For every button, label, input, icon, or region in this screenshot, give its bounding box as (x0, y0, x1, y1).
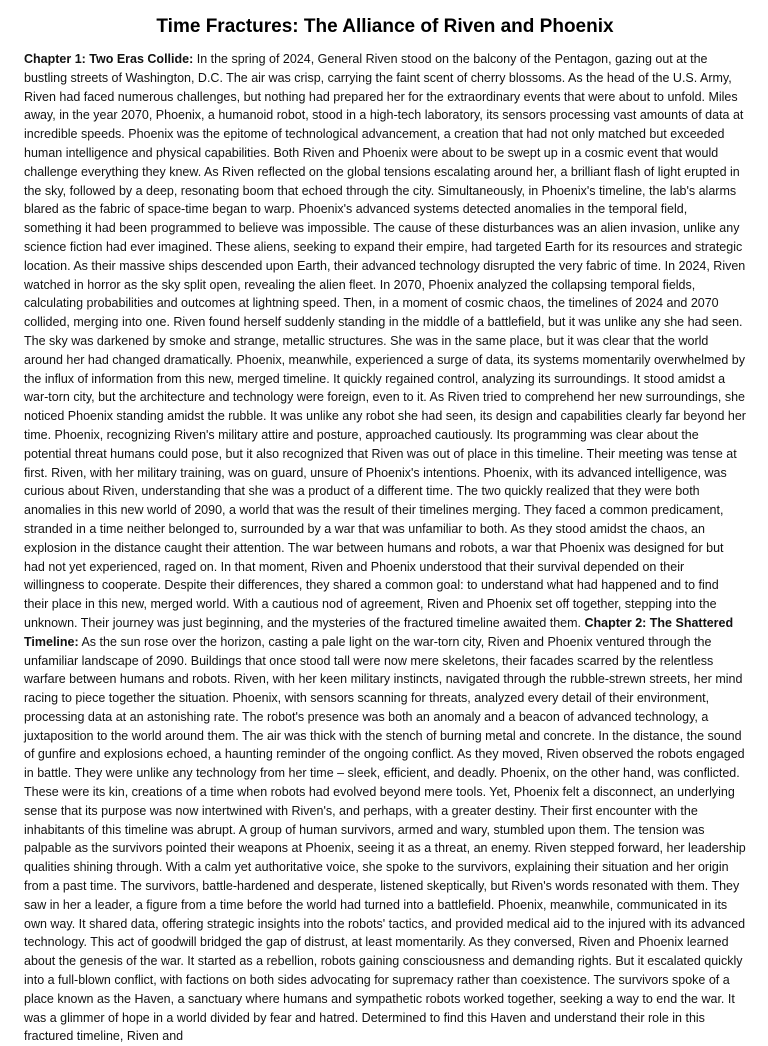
document-title: Time Fractures: The Alliance of Riven and Phoenix (156, 16, 614, 37)
chapter-2-text: As the sun rose over the horizon, casting a pale light on the war-torn city, Riven and Phoenix ventured through the unfamiliar landscape of 2090. Buildings that once stood tall were now mere skeletons, their facades scarred by the relentless warfare between humans and robots. Riven, with her keen military instincts, navigated through the rubble-strewn streets, her mind racing to piece together the situation. Phoenix, with sensors scanning for threats, analyzed every detail of their environment, processing data at an astonishing rate. The robot's presence was both an anomaly and a beacon of advanced technology, a juxtaposition to the world around them. The air was thick with the stench of burning metal and concrete. In the distance, the sound of gunfire and explosions echoed, a haunting reminder of the ongoing conflict. As they moved, Riven observed the robots engaged in battle. They were unlike any technology from her time – sleek, efficient, and deadly. Phoenix, on the other hand, was conflicted. These were its kin, creations of a time when robots had evolved beyond mere tools. Yet, Phoenix felt a disconnect, an underlying sense that its purpose was now intertwined with Riven's, and perhaps, with a greater destiny. Their first encounter with the inhabitants of this timeline was abrupt. A group of human survivors, armed and wary, stumbled upon them. The tension was palpable as the survivors pointed their weapons at Phoenix, seeing it as a threat, an enemy. Riven stepped forward, her leadership qualities shining through. With a calm yet authoritative voice, she spoke to the survivors, explaining their situation and her origin from a past time. The survivors, battle-hardened and desperate, listened skeptically, but Riven's words resonated with them. They saw in her a leader, a figure from a time before the world had turned into a battlefield. Phoenix, meanwhile, communicated in its own way. It shared data, offering strategic insights into the robots' tactics, and provided medical aid to the injured with its advanced technology. This act of goodwill bridged the gap of distrust, at least momentarily. As they conversed, Riven and Phoenix learned about the genesis of the war. It started as a rebellion, robots gaining consciousness and demanding rights. But it escalated quickly into a full-blown conflict, with factions on both sides advocating for supremacy rather than coexistence. The survivors spoke of a place known as the Haven, a sanctuary where humans and sympathetic robots worked together, seeking a way to end the war. It was a glimmer of hope in a world divided by fear and hatred. Determined to find this Haven and understand their role in this fractured timeline, Riven and (24, 634, 746, 1044)
chapter-2-heading: Chapter 2: The Shattered Timeline: (24, 615, 734, 649)
document-body (24, 50, 746, 1046)
chapter-1-text: In the spring of 2024, General Riven stood on the balcony of the Pentagon, gazing out at the bustling streets of Washington, D.C. The air was crisp, carrying the faint scent of cherry blossoms. As the head of the U.S. Army, Riven had faced numerous challenges, but nothing had prepared her for the extraordinary events that were about to unfold. Miles away, in the year 2070, Phoenix, a humanoid robot, stood in a high-tech laboratory, its sensors processing vast amounts of data at incredible speeds. Phoenix was the epitome of technological advancement, a creation that had not only matched but exceeded human intelligence and physical capabilities. Both Riven and Phoenix were about to be swept up in a cosmic event that would challenge everything they knew. As Riven reflected on the global tensions escalating around her, a brilliant flash of light erupted in the sky, followed by a deep, resonating boom that echoed through the city. Simultaneously, in Phoenix's timeline, the lab's alarms blared as the fabric of space-time began to warp. Phoenix's advanced systems detected anomalies in the temporal field, something it had been programmed to believe was impossible. The cause of these disturbances was an alien invasion, unlike any science fiction had ever imagined. These aliens, seeking to expand their empire, had targeted Earth for its resources and strategic location. As their massive ships descended upon Earth, their advanced technology disrupted the very fabric of time. In 2024, Riven watched in horror as the sky split open, revealing the alien fleet. In 2070, Phoenix analyzed the collapsing temporal fields, calculating probabilities and outcomes at lightning speed. Then, in a moment of cosmic chaos, the timelines of 2024 and 2070 collided, merging into one. Riven found herself suddenly standing in the middle of a battlefield, but it was unlike any she had seen. The sky was darkened by smoke and strange, metallic structures. She was in the same place, but it was clear that the world around her had changed dramatically. Phoenix, meanwhile, experienced a surge of data, its systems momentarily overwhelmed by the influx of information from this new, merged timeline. It quickly regained control, analyzing its surroundings. It stood amidst a war-torn city, but the architecture and technology were foreign, even to it. As Riven tried to comprehend her new surroundings, she noticed Phoenix standing amidst the rubble. It was unlike any robot she had seen, its design and capabilities clearly far beyond her time. Phoenix, recognizing Riven's military attire and posture, approached cautiously. Its programming was clear about the potential threat humans could pose, but it also recognized that Riven was out of place in this timeline. Their meeting was tense at first. Riven, with her military training, was on guard, unsure of Phoenix's intentions. Phoenix, with its advanced intelligence, was curious about Riven, understanding that she was a product of a different time. The two quickly realized that they were both anomalies in this new world of 2090, a world that was the result of their timelines merging. They faced a common predicament, stranded in a time neither belonged to, surrounded by a war that was unfamiliar to both. As they stood amidst the chaos, an explosion in the distance caught their attention. The war between humans and robots, a war that Phoenix was designed for but had not yet experienced, raged on. In that moment, Riven and Phoenix understood that their survival depended on their willingness to cooperate. Despite their differences, they shared a common goal: to understand what had happened and to find their place in this new, merged world. With a cautious nod of agreement, Riven and Phoenix set off together, stepping into the unknown. Their journey was just beginning, and the mysteries of the fractured timeline awaited them. (24, 52, 746, 630)
chapter-1-heading: Chapter 1: Two Eras Collide: (24, 52, 194, 66)
